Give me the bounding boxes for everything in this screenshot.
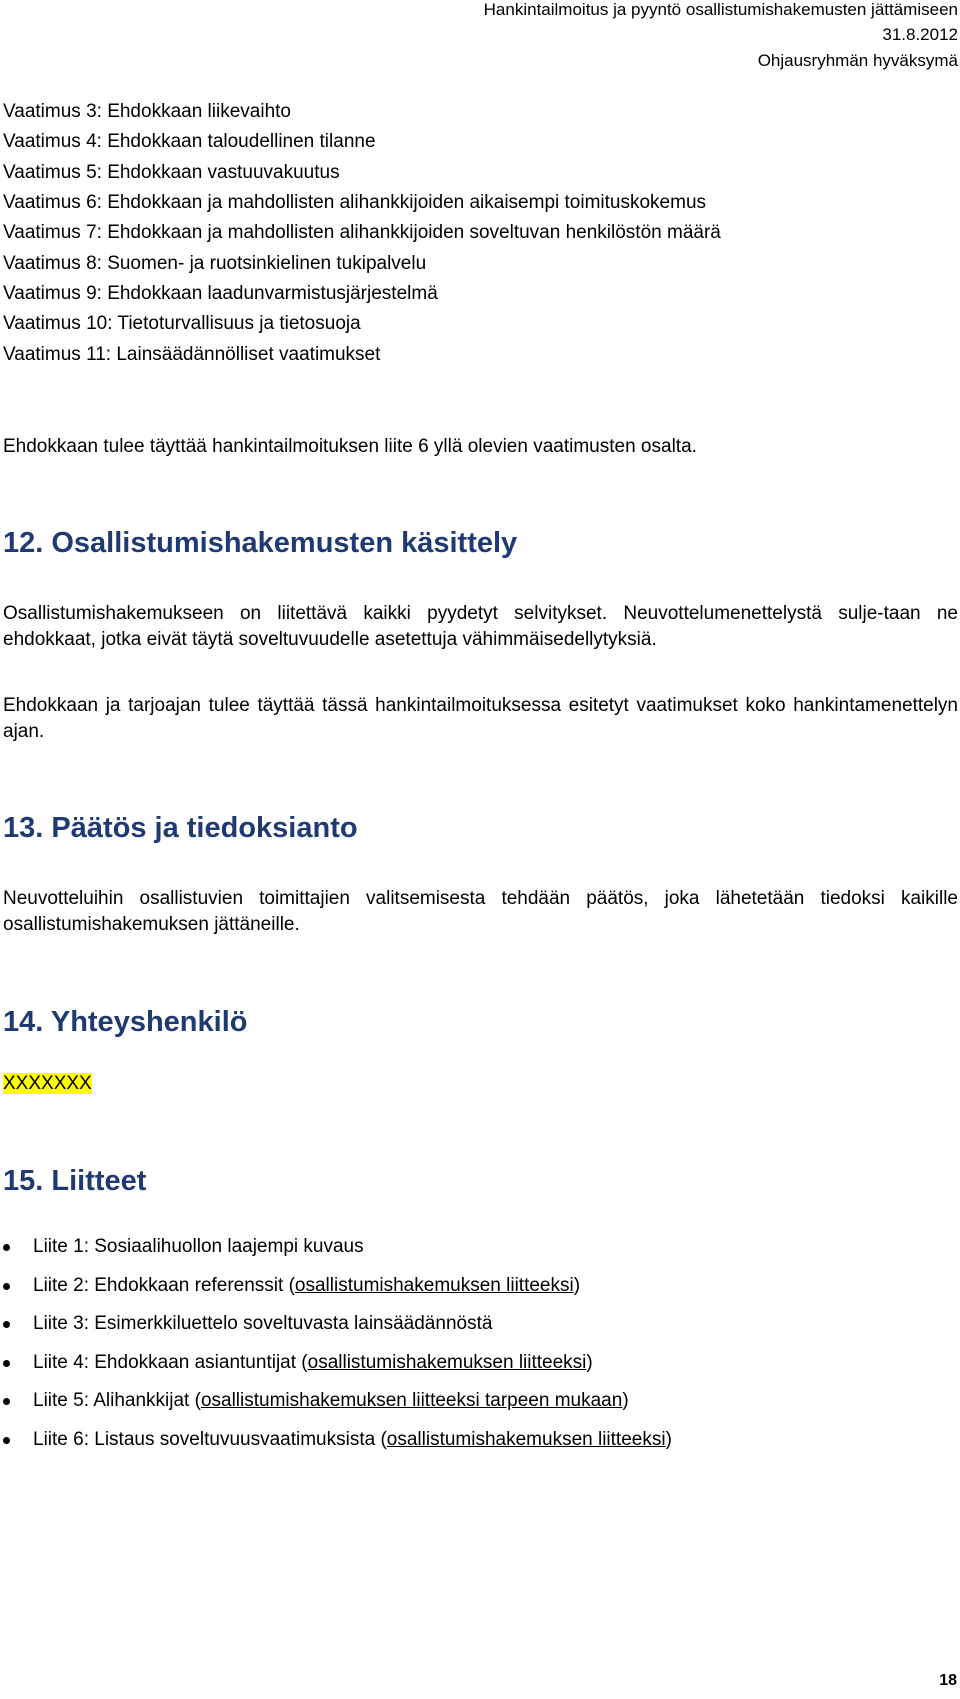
requirement-item: Vaatimus 5: Ehdokkaan vastuuvakuutus [3,162,340,183]
attachment-note: osallistumishakemuksen liitteeksi tarpeen mukaan [200,1390,623,1411]
attachment-label: Liite 6: Listaus soveltuvuusvaatimuksista [33,1428,376,1450]
attachment-note: osallistumishakemuksen liitteeksi [294,1274,574,1296]
page-number: 18 [939,1672,957,1689]
section-14-heading: 14. Yhteyshenkilö [3,1006,248,1038]
attachment-note: osallistumishakemuksen liitteeksi [386,1428,666,1450]
section-12-paragraph-1: Osallistumishakemukseen on liitettävä kaikki pyydetyt selvitykset. Neuvottelumenettelystä sulje-taan ne ehdokkaat, jotka eivät täytä soveltuvuudelle asetettuja vähimmäisedellytyksiä. [3,603,958,650]
attachment-label: Liite 5: Alihankkijat [33,1390,190,1411]
section-15-heading: 15. Liitteet [3,1165,147,1197]
requirements-note: Ehdokkaan tulee täyttää hankintailmoituksen liite 6 yllä olevien vaatimusten osalta. [3,436,697,457]
attachment-note: osallistumishakemuksen liitteeksi [307,1351,587,1373]
requirement-item: Vaatimus 3: Ehdokkaan liikevaihto [3,101,291,122]
attachment-item: Liite 2: Ehdokkaan referenssit (osallistumishakemuksen liitteeksi) [0,1274,672,1313]
attachment-label: Liite 1: Sosiaalihuollon laajempi kuvaus [33,1236,364,1257]
requirement-item: Vaatimus 4: Ehdokkaan taloudellinen tilanne [3,131,376,152]
requirement-item: Vaatimus 9: Ehdokkaan laadunvarmistusjärjestelmä [3,283,438,304]
requirement-item: Vaatimus 8: Suomen- ja ruotsinkielinen tukipalvelu [3,253,427,274]
requirement-item: Vaatimus 11: Lainsäädännölliset vaatimukset [3,344,381,365]
requirement-item: Vaatimus 7: Ehdokkaan ja mahdollisten alihankkijoiden soveltuvan henkilöstön määrä [3,222,721,243]
attachment-item: Liite 4: Ehdokkaan asiantuntijat (osallistumishakemuksen liitteeksi) [0,1351,672,1390]
section-12-heading: 12. Osallistumishakemusten käsittely [3,527,518,559]
section-13-paragraph: Neuvotteluihin osallistuvien toimittajien valitsemisesta tehdään päätös, joka lähetetään tiedoksi kaikille osallistumishakemuksen jättäneille. [3,888,958,935]
attachments-list [0,1235,672,1466]
attachment-label: Liite 3: Esimerkkiluettelo soveltuvasta lainsäädännöstä [33,1313,493,1334]
contact-placeholder: XXXXXXX [3,1073,92,1094]
header-status: Ohjausryhmän hyväksymä [757,51,958,70]
attachment-label: Liite 2: Ehdokkaan referenssit [33,1274,284,1296]
attachment-item: Liite 5: Alihankkijat (osallistumishakemuksen liitteeksi tarpeen mukaan) [0,1389,672,1428]
attachment-item [0,1235,672,1274]
requirement-item: Vaatimus 10: Tietoturvallisuus ja tietosuoja [3,313,361,334]
attachment-item: Liite 6: Listaus soveltuvuusvaatimuksista (osallistumishakemuksen liitteeksi) [0,1428,672,1467]
attachment-label: Liite 4: Ehdokkaan asiantuntijat [33,1351,297,1373]
attachment-item [0,1312,672,1351]
requirement-item: Vaatimus 6: Ehdokkaan ja mahdollisten alihankkijoiden aikaisempi toimituskokemus [3,192,707,213]
header-date: 31.8.2012 [882,25,958,44]
contact-person [3,1072,92,1096]
section-12-paragraph-2: Ehdokkaan ja tarjoajan tulee täyttää tässä hankintailmoituksessa esitetyt vaatimukset koko hankintamenettelyn ajan. [3,695,958,742]
section-13-heading: 13. Päätös ja tiedoksianto [3,812,358,844]
header-title: Hankintailmoitus ja pyyntö osallistumishakemusten jättämiseen [483,0,958,19]
